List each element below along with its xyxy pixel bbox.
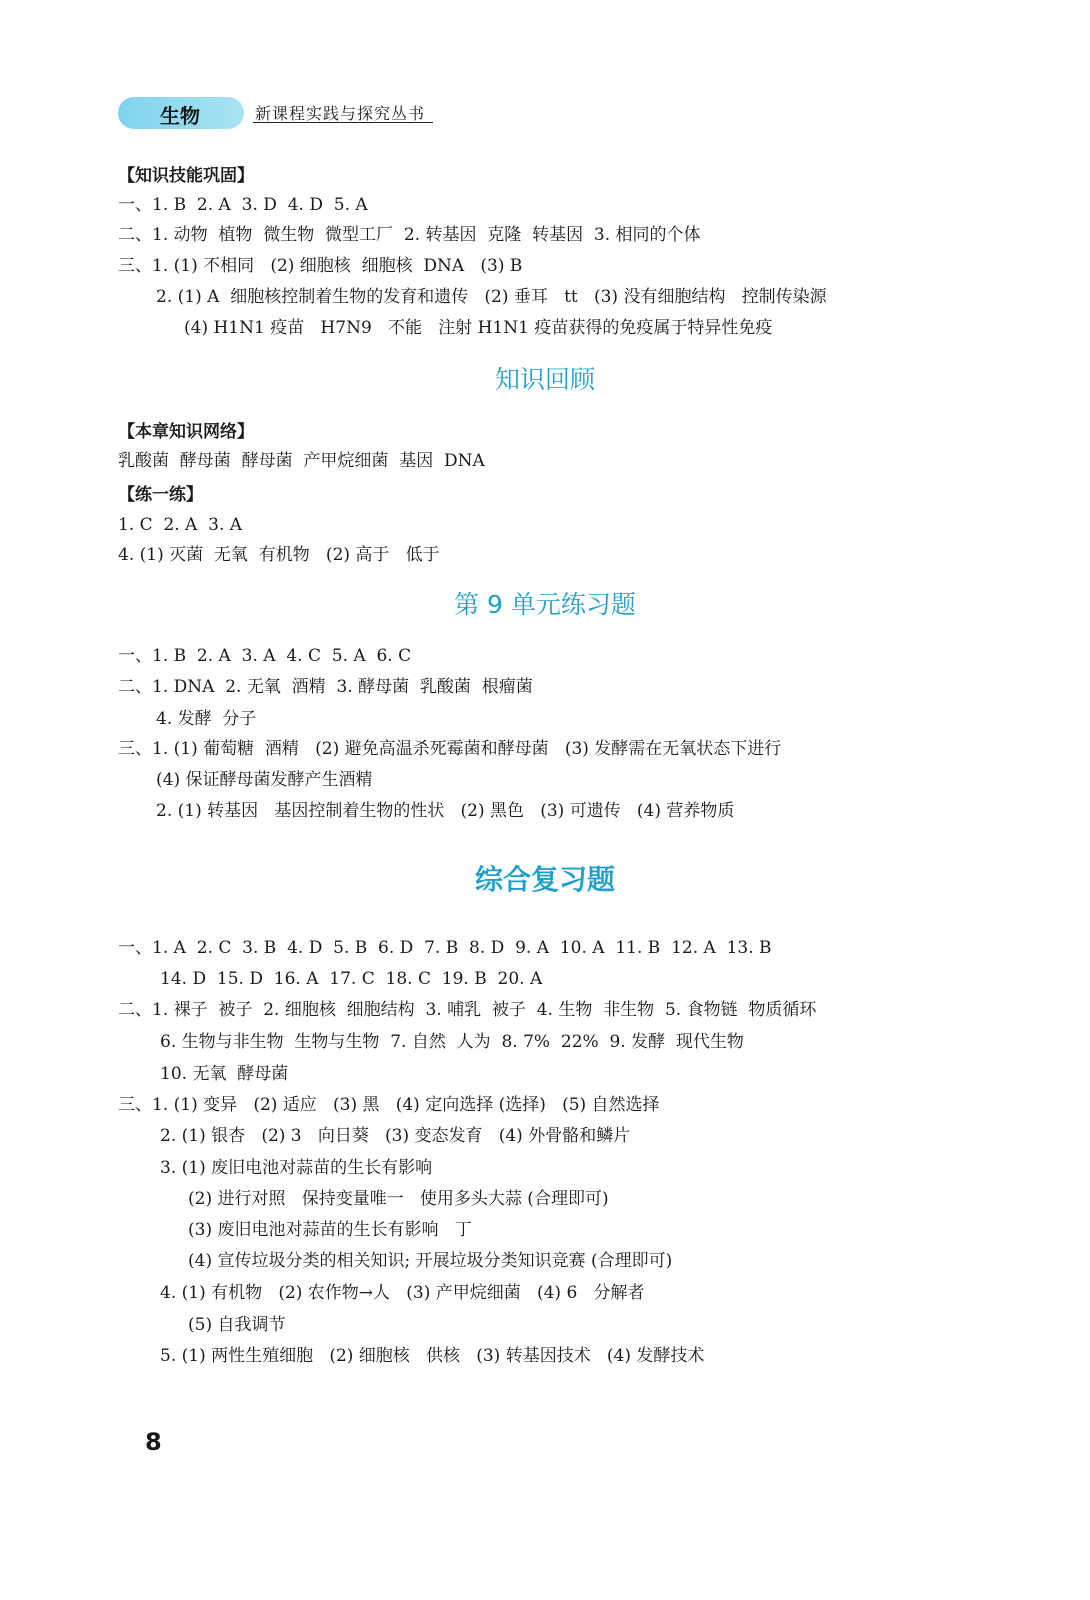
answer-line: 一、1. B 2. A 3. A 4. C 5. A 6. C [118,646,412,666]
answer-line: (5) 自我调节 [188,1315,286,1335]
answer-line: 10. 无氧 酵母菌 [160,1064,289,1084]
answer-line: 一、1. A 2. C 3. B 4. D 5. B 6. D 7. B 8. D 9. A 10. A 11. B 12. A 13. B [118,938,772,958]
header-series-title: 新课程实践与探究丛书 [255,104,426,123]
answer-line: (4) 宣传垃圾分类的相关知识; 开展垃圾分类知识竞赛 (合理即可) [188,1251,673,1271]
header-subject: 生物 [160,104,200,128]
answer-line: (4) 保证酵母菌发酵产生酒精 [156,770,373,790]
answer-line: 2. (1) 转基因 基因控制着生物的性状 (2) 黑色 (3) 可遗传 (4) 营养物质 [156,801,735,821]
header-underline [253,122,433,123]
answer-line: 5. (1) 两性生殖细胞 (2) 细胞核 供核 (3) 转基因技术 (4) 发酵技术 [160,1346,705,1366]
answer-line: 二、1. 裸子 被子 2. 细胞核 细胞结构 3. 哺乳 被子 4. 生物 非生物 5. 食物链 物质循环 [118,1000,817,1020]
answer-line: (2) 进行对照 保持变量唯一 使用多头大蒜 (合理即可) [188,1189,609,1209]
section-title-comprehensive: 综合复习题 [474,863,615,896]
section-heading-network: 【本章知识网络】 [118,422,254,442]
answer-line: (4) H1N1 疫苗 H7N9 不能 注射 H1N1 疫苗获得的免疫属于特异性免疫 [184,318,773,338]
answer-line: 3. (1) 废旧电池对蒜苗的生长有影响 [160,1158,433,1178]
answer-line: 三、1. (1) 不相同 (2) 细胞核 细胞核 DNA (3) B [118,256,523,276]
section-title-review: 知识回顾 [494,365,595,394]
answer-line: 4. (1) 有机物 (2) 农作物→人 (3) 产甲烷细菌 (4) 6 分解者 [160,1283,645,1303]
answer-line: 三、1. (1) 变异 (2) 适应 (3) 黑 (4) 定向选择 (选择) (5) 自然选择 [118,1095,660,1115]
answer-line: 2. (1) A 细胞核控制着生物的发育和遗传 (2) 垂耳 tt (3) 没有细胞结构 控制传染源 [156,287,827,307]
answer-line: 4. (1) 灭菌 无氧 有机物 (2) 高于 低于 [118,545,440,565]
answer-line: 4. 发酵 分子 [156,709,257,729]
page-number: 8 [145,1428,162,1456]
answer-line: 2. (1) 银杏 (2) 3 向日葵 (3) 变态发育 (4) 外骨骼和鳞片 [160,1126,631,1146]
answer-line: 14. D 15. D 16. A 17. C 18. C 19. B 20. A [160,969,543,989]
answer-line: 二、1. DNA 2. 无氧 酒精 3. 酵母菌 乳酸菌 根瘤菌 [118,677,533,697]
answer-line: (3) 废旧电池对蒜苗的生长有影响 丁 [188,1220,472,1240]
section-heading-knowledge: 【知识技能巩固】 [118,166,254,186]
answer-line: 一、1. B 2. A 3. D 4. D 5. A [118,195,368,215]
answer-line: 乳酸菌 酵母菌 酵母菌 产甲烷细菌 基因 DNA [118,451,485,471]
section-title-unit9: 第 9 单元练习题 [454,590,636,619]
section-heading-practice: 【练一练】 [118,485,203,505]
answer-line: 二、1. 动物 植物 微生物 微型工厂 2. 转基因 克隆 转基因 3. 相同的个体 [118,225,701,245]
answer-line: 6. 生物与非生物 生物与生物 7. 自然 人为 8. 7% 22% 9. 发酵 现代生物 [160,1032,744,1052]
answer-line: 三、1. (1) 葡萄糖 酒精 (2) 避免高温杀死霉菌和酵母菌 (3) 发酵需在无氧状态下进行 [118,739,782,759]
answer-line: 1. C 2. A 3. A [118,515,243,535]
